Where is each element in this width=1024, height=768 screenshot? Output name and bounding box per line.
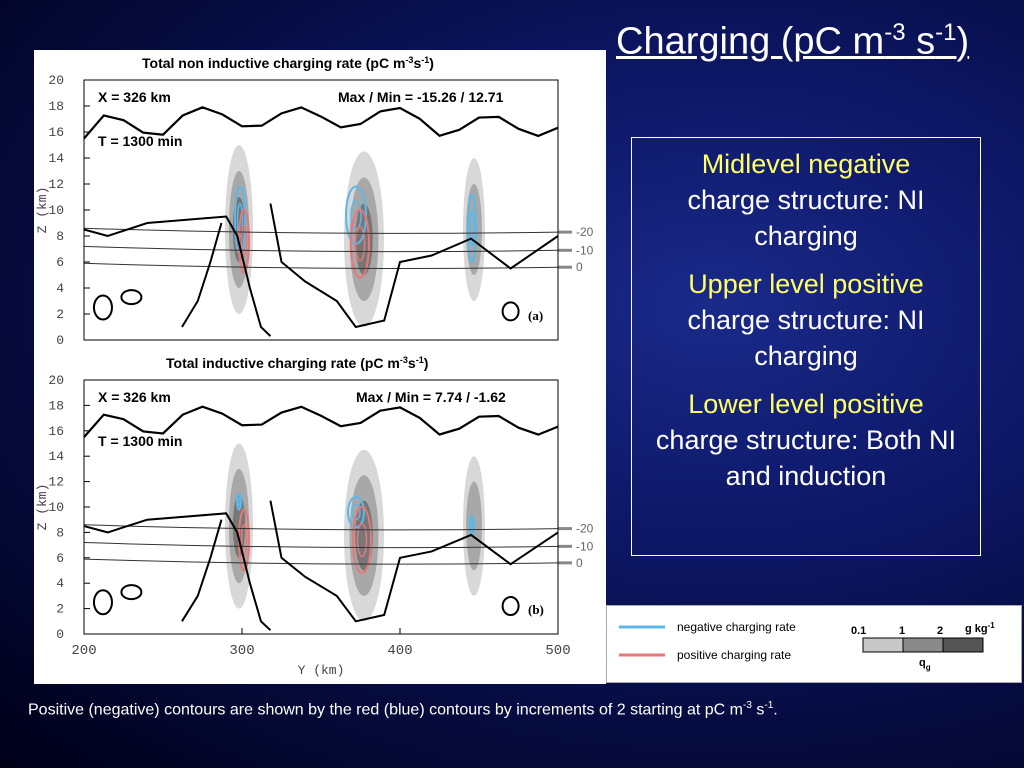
y-tick-label: 14 [48,151,64,166]
isotherm-label: -20 [576,521,594,536]
figure-caption: Positive (negative) contours are shown by the red (blue) contours by increments of 2 starting at pC $m^{-3}$ $s^{-1}$. [28,700,778,719]
plot-frame [84,380,558,634]
isotherm-line [84,228,558,233]
panel-heading: Total non inductive charging rate (pC $m^{-3}s^{-1}$) [142,55,434,71]
cloud-fragment [503,302,519,320]
scale-variable: $q_g$ [919,657,931,672]
bullet-upper: Upper level positive charge structure: NI charging [687,269,925,371]
isotherm-label: 0 [576,555,583,570]
scale-unit: g $kg^{-1}$ [965,621,995,635]
charging-contour-plots [34,50,606,684]
cloud-boundary-contour [270,501,558,622]
bullet-midlevel: Midlevel negative charge structure: NI charging [687,149,925,251]
y-tick-label: 8 [56,229,64,244]
isotherm-line [84,263,558,268]
x-tick-label: 500 [545,643,571,659]
y-tick-label: 4 [56,576,64,592]
time-label: T = 1300 min [98,433,183,449]
y-axis-label: Z (km) [35,483,50,531]
slice-x-label: X = 326 km [98,89,171,105]
scale-bin-1 [863,638,903,652]
cloud-fragment [503,597,519,615]
time-label: T = 1300 min [98,133,183,149]
max-min-label: Max / Min = -15.26 / 12.71 [338,89,504,105]
isotherm-label: -10 [576,243,594,258]
y-tick-label: 20 [48,373,64,388]
y-axis-label: Z (km) [35,186,50,234]
summary-box [631,137,981,556]
y-tick-label: 12 [48,177,64,192]
y-tick-label: 6 [56,255,64,270]
legend-graphic [607,606,1021,682]
cloud-fragment [94,296,112,320]
y-tick-label: 16 [48,125,64,140]
cloud-boundary-contour [182,520,222,622]
y-tick-label: 12 [48,474,64,490]
y-tick-label: 16 [48,423,64,439]
x-axis-label: Y (km) [297,663,345,678]
positive-legend-label: positive charging rate [677,648,792,662]
cloud-boundary-contour [270,204,558,328]
negative-legend-label: negative charging rate [677,620,796,634]
isotherm-line [84,525,558,530]
charging-figure [34,50,606,684]
y-tick-label: 18 [48,99,64,114]
scale-label-0.1: 0.1 [851,625,867,637]
figure-legend [606,605,1022,683]
scale-bin-3 [943,638,983,652]
isotherm-label: 0 [576,260,583,275]
y-tick-label: 0 [56,333,64,348]
y-tick-label: 4 [56,281,64,296]
cloud-fragment [121,585,141,599]
panel-heading: Total inductive charging rate (pC $m^{-3}s^{-1}$) [166,355,429,371]
isotherm-label: -10 [576,539,594,554]
slice-x-label: X = 326 km [98,389,171,405]
plot-frame [84,80,558,340]
x-tick-label: 300 [229,643,255,659]
y-tick-label: 10 [48,500,64,515]
slide-title: Charging (pC $m^{-3}$ $s^{-1}$) [616,19,970,63]
max-min-label: Max / Min = 7.74 / -1.62 [356,389,506,405]
cloud-boundary-contour [182,223,222,327]
isotherm-label: -20 [576,225,594,240]
y-tick-label: 14 [48,449,64,465]
x-tick-label: 200 [71,643,97,659]
x-tick-label: 400 [387,643,413,659]
scale-bin-2 [903,638,943,652]
y-tick-label: 2 [56,601,64,617]
isotherm-line [84,559,558,564]
panel-tag: (b) [528,602,544,617]
cloud-fragment [121,290,141,304]
y-tick-label: 10 [48,203,64,218]
panel-tag: (a) [528,308,544,323]
scale-label-2: 2 [937,625,944,637]
y-tick-label: 8 [56,525,64,541]
bullet-lower: Lower level positive charge structure: Both NI and induction [655,389,957,491]
y-tick-label: 6 [56,550,64,566]
y-tick-label: 18 [48,398,64,414]
y-tick-label: 0 [56,627,64,642]
y-tick-label: 20 [48,73,64,88]
scale-label-1: 1 [899,625,906,637]
cloud-fragment [94,590,112,614]
y-tick-label: 2 [56,307,64,322]
